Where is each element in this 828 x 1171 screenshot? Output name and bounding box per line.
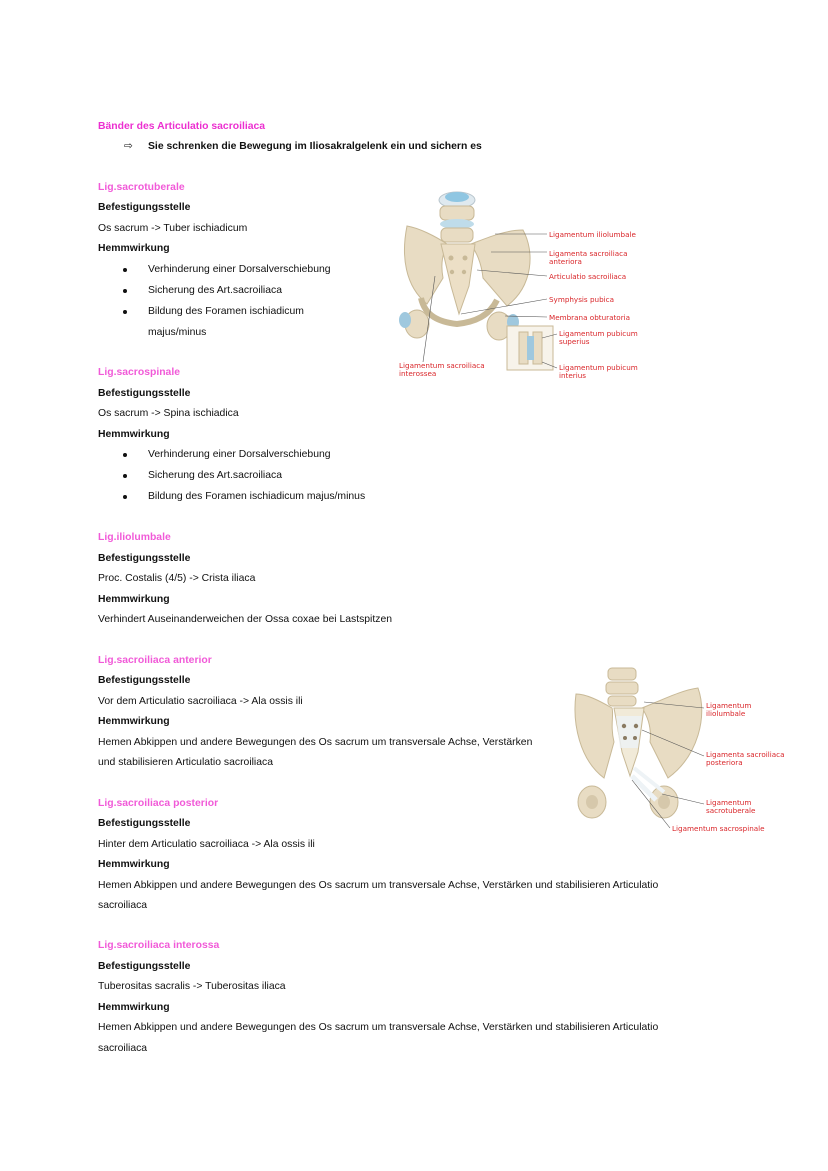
effect-text: Verhindert Auseinanderweichen der Ossa coxae bei Lastspitzen — [98, 614, 393, 625]
attachment-label: Befestigungsstelle — [98, 818, 191, 829]
figure-label: Ligamentum pubicum — [559, 363, 638, 372]
bullet-icon — [123, 474, 127, 478]
effect-label: Hemmwirkung — [98, 429, 170, 440]
attachment-text: Proc. Costalis (4/5) -> Crista iliaca — [98, 573, 256, 584]
figure-label: interossea — [399, 369, 437, 378]
figure-label: Ligamentum sacroiliaca — [399, 361, 485, 370]
attachment-text: Tuberositas sacralis -> Tuberositas iliaca — [98, 981, 286, 992]
bullet-icon — [123, 453, 127, 457]
section-heading: Lig.sacrospinale — [98, 367, 180, 378]
attachment-label: Befestigungsstelle — [98, 675, 191, 686]
pelvis-illustration — [575, 668, 702, 818]
attachment-label: Befestigungsstelle — [98, 202, 191, 213]
bullet-icon — [123, 310, 127, 314]
list-item: Bildung des Foramen ischiadicum — [148, 306, 304, 317]
pelvis-posterior-figure — [572, 664, 794, 838]
arrow-icon: ⇨ — [124, 141, 133, 152]
figure-label: interius — [559, 371, 587, 380]
section-heading: Lig.sacroiliaca posterior — [98, 798, 219, 809]
figure-label: Membrana obturatoria — [549, 313, 631, 322]
figure-label: sacrotuberale — [706, 806, 756, 815]
list-item: Sicherung des Art.sacroiliaca — [148, 285, 282, 296]
figure-label: posteriora — [706, 758, 743, 767]
pelvis-anterior-figure — [395, 186, 657, 386]
effect-text: sacroiliaca — [98, 1043, 148, 1054]
section-heading: Lig.iliolumbale — [98, 532, 171, 543]
effect-label: Hemmwirkung — [98, 594, 170, 605]
list-item: Sicherung des Art.sacroiliaca — [148, 470, 282, 481]
page-title: Bänder des Articulatio sacroiliaca — [98, 121, 266, 132]
page-subtitle: Sie schrenken die Bewegung im Iliosakralgelenk ein und sichern es — [148, 141, 482, 152]
effect-text: und stabilisieren Articulatio sacroiliaca — [98, 757, 273, 768]
figure-label: Ligamentum sacrospinale — [672, 824, 765, 833]
attachment-label: Befestigungsstelle — [98, 961, 191, 972]
bullet-icon — [123, 268, 127, 272]
list-item-continuation: majus/minus — [148, 327, 207, 338]
effect-label: Hemmwirkung — [98, 859, 170, 870]
effect-label: Hemmwirkung — [98, 1002, 170, 1013]
figure-label: Ligamenta sacroiliaca — [706, 750, 785, 759]
effect-label: Hemmwirkung — [98, 243, 170, 254]
section-heading: Lig.sacroiliaca anterior — [98, 655, 212, 666]
effect-text: sacroiliaca — [98, 900, 148, 911]
figure-label: anteriora — [549, 257, 582, 266]
attachment-text: Hinter dem Articulatio sacroiliaca -> Ala ossis ili — [98, 839, 315, 850]
effect-text: Hemen Abkippen und andere Bewegungen des Os sacrum um transversale Achse, Verstärken und stabilisieren Articulatio — [98, 880, 659, 891]
list-item: Verhinderung einer Dorsalverschiebung — [148, 449, 331, 460]
figure-label: Ligamentum — [706, 701, 752, 710]
bullet-icon — [123, 289, 127, 293]
attachment-text: Vor dem Articulatio sacroiliaca -> Ala ossis ili — [98, 696, 303, 707]
effect-text: Hemen Abkippen und andere Bewegungen des Os sacrum um transversale Achse, Verstärken — [98, 737, 533, 748]
attachment-text: Os sacrum -> Tuber ischiadicum — [98, 223, 248, 234]
figure-label: Symphysis pubica — [549, 295, 614, 304]
attachment-text: Os sacrum -> Spina ischiadica — [98, 408, 239, 419]
figure-label: Articulatio sacroiliaca — [549, 272, 627, 281]
attachment-label: Befestigungsstelle — [98, 388, 191, 399]
pelvis-illustration — [399, 192, 553, 370]
figure-label: Ligamenta sacroiliaca — [549, 249, 628, 258]
figure-label: Ligamentum pubicum — [559, 329, 638, 338]
list-item: Bildung des Foramen ischiadicum majus/minus — [148, 491, 366, 502]
attachment-label: Befestigungsstelle — [98, 553, 191, 564]
figure-label: iliolumbale — [706, 709, 746, 718]
list-item: Verhinderung einer Dorsalverschiebung — [148, 264, 331, 275]
figure-label: superius — [559, 337, 590, 346]
effect-label: Hemmwirkung — [98, 716, 170, 727]
section-heading: Lig.sacroiliaca interossa — [98, 940, 220, 951]
figure-label: Ligamentum — [706, 798, 752, 807]
effect-text: Hemen Abkippen und andere Bewegungen des Os sacrum um transversale Achse, Verstärken und stabilisieren Articulatio — [98, 1022, 659, 1033]
section-heading: Lig.sacrotuberale — [98, 182, 185, 193]
figure-label: Ligamentum iliolumbale — [549, 230, 636, 239]
bullet-icon — [123, 495, 127, 499]
